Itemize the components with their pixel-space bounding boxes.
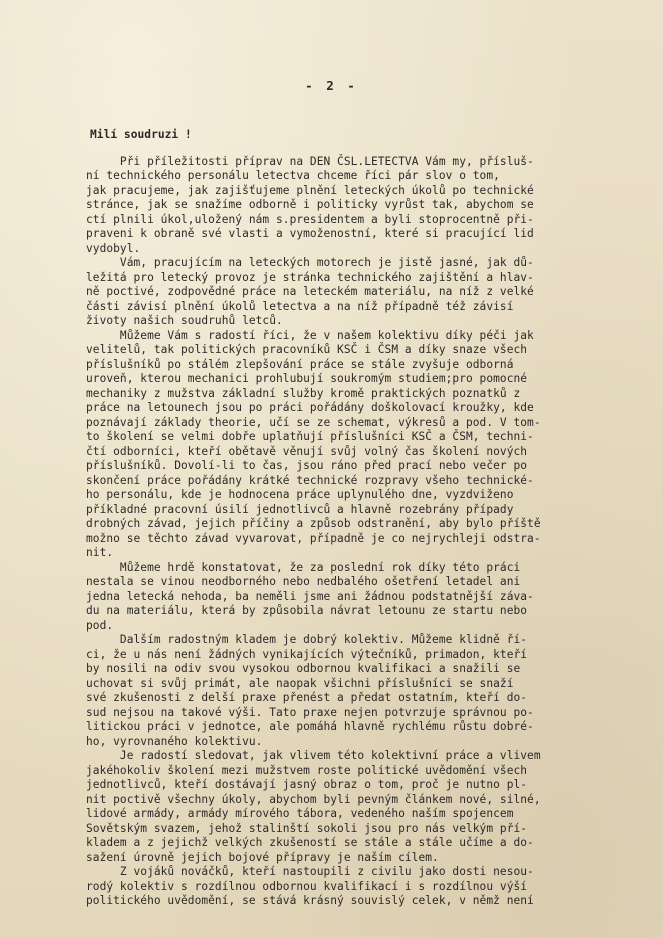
text-line: Dalším radostným kladem je dobrý kolektiv. Můžeme klidně ří- (86, 633, 528, 646)
text-line: příslušníků po stálém zlepšování práce se stále zvyšuje odborná (86, 357, 514, 371)
text-line: Vám, pracujícím na leteckých motorech je jistě jasné, jak dů- (86, 256, 534, 269)
text-line: jak pracujeme, jak zajišťujeme plnění leteckých úkolů po technické (86, 183, 534, 197)
text-line: Můžeme hrdě konstatovat, že za poslední rok díky této práci (86, 560, 521, 574)
text-line: nestala se vinou neodborného nebo nedbalého ošetření letadel ani (86, 575, 521, 588)
text-line: Při příležitosti příprav na DEN ČSL.LETECTVA Vám my, přísluš- (86, 154, 534, 168)
text-line: rodý kolektiv s rozdílnou odbornou kvalifikací i s rozdílnou výší (86, 879, 528, 893)
salutation: Milí soudruzi ! (90, 128, 192, 141)
text-line: životy našich soudruhů letců. (86, 314, 283, 327)
text-line: sažení úrovně jejich bojové přípravy je naším cílem. (86, 850, 439, 864)
text-line: stránce, jak se snažíme odborně i politicky vyrůst tak, abychom se (86, 198, 534, 211)
text-line: ho personálu, kde je hodnocena práce uplynulého dne, vyzdviženo (86, 488, 514, 501)
text-line: uchovat si svůj primát, ale naopak všichni příslušníci se snaží (86, 676, 514, 690)
text-line: jednotlivců, kteří dostávají jasný obraz o tom, proč je nutno pl- (86, 778, 528, 791)
text-line: lidové armády, armády mírového tábora, vedeného naším spojencem (86, 807, 514, 820)
text-line: Sovětským svazem, jehož stalinští sokoli jsou pro nás velkým pří- (86, 821, 528, 835)
letter-text (86, 155, 622, 909)
text-line: politického uvědomění, se stává krásný souvislý celek, v němž není (86, 894, 534, 907)
text-line: sud nejsou na takové výši. Tato praxe nejen potvrzuje správnou po- (86, 705, 534, 719)
text-line: mechaniky z mužstva základní služby kromě praktických poznatků z (86, 386, 521, 400)
text-line: du na materiálu, která by způsobila návrat letounu ze startu nebo (86, 604, 528, 617)
text-line: své zkušenosti z delší praxe přenést a předat ostatním, kteří do- (86, 691, 528, 704)
text-line: pod. (86, 618, 114, 632)
text-line: poznávají základy theorie, učí se ze schemat, výkresů a pod. V tom- (86, 415, 541, 429)
text-line: příkladné pracovní úsilí jednotlivců a hlavně rozebrány případy (86, 502, 514, 516)
text-line: ležitá pro letecký provoz je stránka technického zajištění a hlav- (86, 270, 534, 284)
text-line: kladem a z jejichž velkých zkušeností se stále a stále učíme a do- (86, 836, 534, 849)
text-line: velitelů, tak politických pracovníků KSČ i ČSM a díky snaze všech (86, 343, 528, 356)
text-line: ně poctivé, zodpovědné práce na leteckém materiálu, na níž z velké (86, 285, 534, 298)
text-line: části závisí plnění úkolů letectva a na níž případně též závisí (86, 299, 514, 313)
text-line: ho, vyrovnaného kolektivu. (86, 734, 263, 748)
text-line: by nosili na odiv svou vysokou odbornou kvalifikaci a snažili se (86, 662, 521, 675)
text-line: čtí odborníci, kteří obětavě věnují svůj volný čas školení nových (86, 444, 528, 458)
text-line: to školení se velmi dobře uplatňují příslušníci KSČ a ČSM, techni- (86, 430, 534, 443)
text-line: nit. (86, 546, 114, 559)
text-line: jakéhokoliv školení mezi mužstvem roste politické uvědomění všech (86, 763, 528, 777)
text-line: ci, že u nás není žádných vynikajících výtečníků, primadon, kteří (86, 647, 528, 661)
text-line: Je radostí sledovat, jak vlivem této kolektivní práce a vlivem (86, 749, 541, 762)
text-line: možno se těchto závad vyvarovat, případně je co nejrychleji odstra- (86, 531, 541, 545)
text-line: ní technického personálu letectva chceme říci pár slov o tom, (86, 169, 500, 182)
text-line: Můžeme Vám s radostí říci, že v našem kolektivu díky péči jak (86, 328, 534, 342)
letter-body (86, 128, 622, 909)
text-line: litickou práci v jednotce, ale pomáhá hlavně rychlému růstu dobré- (86, 720, 534, 733)
text-line: příslušníků. Dovolí-li to čas, jsou ráno před prací nebo večer po (86, 459, 528, 472)
text-line: skončení práce pořádány krátké technické rozpravy všeho technické- (86, 473, 534, 487)
text-line: jedna letecká nehoda, ba neměli jsme ani žádnou podstatnější záva- (86, 589, 534, 603)
page-number: - 2 - (305, 78, 358, 93)
text-line: drobných závad, jejich příčiny a způsob odstranění, aby bylo příště (86, 517, 541, 530)
text-line: nit poctivě všechny úkoly, abychom byli pevným článkem nové, silné, (86, 792, 541, 806)
text-line: ctí plnili úkol,uložený nám s.presidentem a byli stoprocentně při- (86, 212, 534, 226)
text-line: praveni k obraně své vlasti a vymoženostní, které si pracující lid (86, 227, 534, 240)
text-line: práce na letounech jsou po práci pořádány doškolovací kroužky, kde (86, 401, 534, 414)
text-line: uroveň, kterou mechanici prohlubují soukromým studiem;pro pomocné (86, 372, 528, 385)
text-line: vydobyl. (86, 241, 141, 255)
text-line: Z vojáků nováčků, kteří nastoupili z civilu jako dosti nesou- (86, 865, 534, 878)
